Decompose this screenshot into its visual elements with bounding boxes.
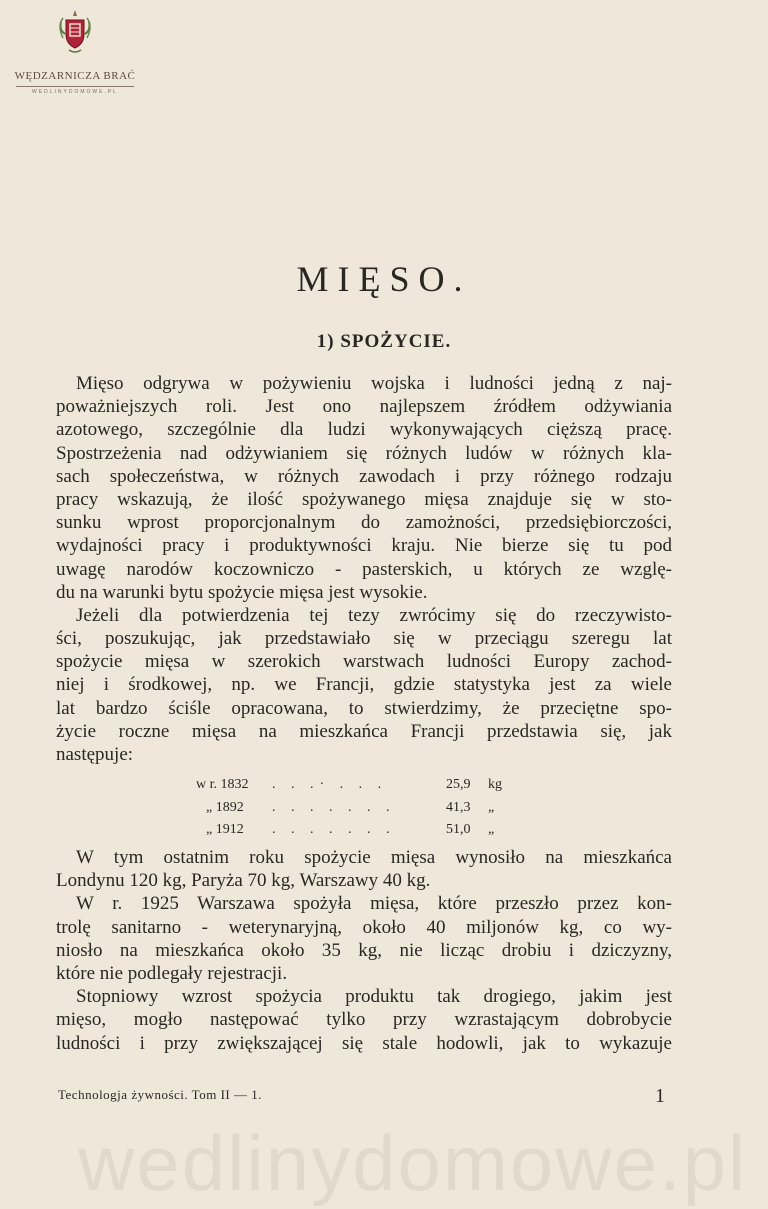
text-line: życie roczne mięsa na mieszkańca Francji przedstawia się, jak	[56, 720, 672, 742]
text-line: wydajności pracy i produktywności kraju. Nie bierze się tu pod	[56, 535, 672, 557]
text-line: poważniejszych roli. Jest ono najlepszem źródłem odżywiania	[56, 396, 672, 418]
table-row	[196, 797, 526, 820]
text-line: niej i środkowej, np. we Francji, gdzie statystyka jest za wiele	[56, 674, 672, 696]
text-line: azotowego, szczególnie dla ludzi wykonywających cięższą pracę.	[56, 419, 672, 441]
table-year: „ 1912	[206, 822, 244, 838]
text-line: mięso, mogło następować tylko przy wzrastającym dobrobycie	[56, 1009, 672, 1031]
section-heading: 1) SPOŻYCIE.	[316, 331, 452, 352]
table-unit: „	[488, 799, 495, 815]
text-line: Londynu 120 kg, Paryża 70 kg, Warszawy 40 kg.	[56, 870, 431, 892]
text-line: du na warunki bytu spożycie mięsa jest wysokie.	[56, 581, 428, 603]
table-year: „ 1892	[206, 799, 244, 815]
running-footer: Technologja żywności. Tom II — 1.	[58, 1087, 262, 1102]
logo-divider	[16, 86, 134, 87]
text-line: Spostrzeżenia nad odżywianiem się różnych ludów w różnych kla-	[56, 442, 672, 464]
text-line: Jeżeli dla potwierdzenia tej tezy zwrócimy się do rzeczywisto-	[76, 604, 672, 626]
text-line: uwagę narodów koczowniczo - pasterskich, u których ze wzglę-	[56, 558, 672, 580]
body-text-upper	[56, 372, 672, 766]
table-row	[196, 774, 526, 797]
text-line: pracy wskazują, że ilość spożywanego mięsa znajduje się w sto-	[56, 488, 672, 510]
table-year: w r. 1832	[196, 777, 249, 793]
watermark: wedlinydomowe.pl	[78, 1119, 748, 1207]
text-line: Mięso odgrywa w pożywieniu wojska i ludności jedną z naj-	[76, 373, 672, 394]
text-line: Stopniowy wzrost spożycia produktu tak drogiego, jakim jest	[76, 986, 672, 1008]
table-unit: kg	[488, 777, 502, 793]
text-line: W tym ostatnim roku spożycie mięsa wynosiło na mieszkańca	[76, 847, 672, 868]
table-value: 41,3	[446, 799, 471, 815]
text-line: które nie podlegały rejestracji.	[56, 962, 288, 984]
table-value: 51,0	[446, 822, 471, 838]
table-leader: . . .· . . .	[272, 777, 388, 793]
table-leader: . . . . . . .	[272, 799, 396, 815]
brand-url: WEDLINYDOMOWE.PL	[32, 89, 118, 95]
text-line: niosło na mieszkańca około 35 kg, nie licząc drobiu i dziczyzny,	[56, 939, 672, 961]
text-line: lat bardzo ściśle opracowana, to stwierdzimy, że przeciętne spo-	[56, 697, 672, 719]
crest-icon	[55, 8, 95, 56]
table-row	[196, 819, 526, 842]
table-leader: . . . . . . .	[272, 822, 396, 838]
publisher-logo	[10, 8, 140, 95]
text-line: spożycie mięsa w szerokich warstwach ludności Europy zachod-	[56, 651, 672, 673]
text-line: sunku wprost proporcjonalnym do zamożności, przedsiębiorczości,	[56, 512, 672, 534]
table-value: 25,9	[446, 777, 471, 793]
text-line: sach społeczeństwa, w różnych zawodach i przy różnego rodzaju	[56, 465, 672, 487]
text-line: ści, poszukując, jak przedstawiało się w przeciągu szeregu lat	[56, 628, 672, 650]
text-line: W r. 1925 Warszawa spożyła mięsa, które przeszło przez kon-	[76, 893, 672, 915]
consumption-table	[196, 774, 526, 842]
table-unit: „	[488, 822, 495, 838]
page-title: MIĘSO.	[296, 259, 472, 299]
body-text-lower	[56, 846, 672, 1055]
brand-name: WĘDZARNICZA BRAĆ	[14, 70, 136, 82]
page-number: 1	[655, 1085, 665, 1107]
text-line: trolę sanitarno - weterynaryjną, około 40 miljonów kg, co wy-	[56, 916, 672, 938]
text-line: ludności i przy zwiększającej się stale hodowli, jak to wykazuje	[56, 1032, 672, 1054]
text-line: następuje:	[56, 744, 134, 765]
